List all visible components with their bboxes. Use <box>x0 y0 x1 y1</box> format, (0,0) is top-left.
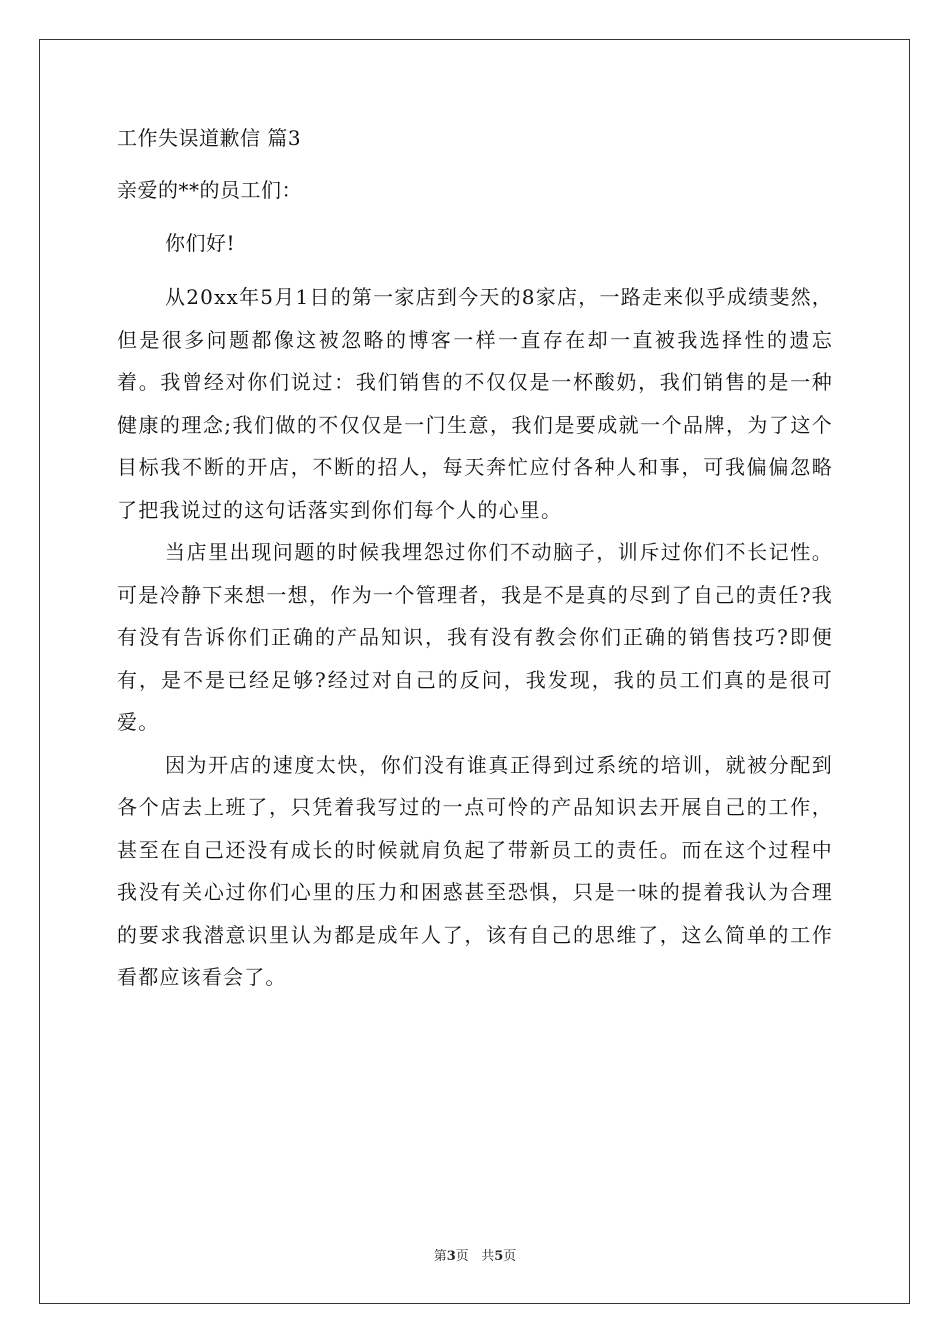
salutation: 亲爱的**的员工们： <box>117 178 302 202</box>
paragraph: 从20xx年5月1日的第一家店到今天的8家店，一路走来似乎成绩斐然，但是很多问题都像这被忽略的博客一样一直存在却一直被我选择性的遗忘着。我曾经对你们说过：我们销售的不仅仅是一杯酸奶，我们销售的是一种健康的理念;我们做的不仅仅是一门生意，我们是要成就一个品牌，为了这个目标我不断的开店，不断的招人，每天奔忙应付各种人和事，可我偏偏忽略了把我说过的这句话落实到你们每个人的心里。 <box>117 285 833 522</box>
greeting: 你们好! <box>165 231 236 255</box>
footer-total-prefix: 共 <box>481 1249 495 1264</box>
footer-prefix: 第 <box>433 1249 447 1264</box>
footer-total-suffix: 页 <box>503 1249 517 1264</box>
footer-current-page: 3 <box>446 1249 456 1264</box>
footer-page-word: 页 <box>455 1249 469 1264</box>
footer-total-pages: 5 <box>494 1249 504 1264</box>
page-footer <box>0 1249 950 1265</box>
document-body <box>117 128 833 999</box>
document-title: 工作失误道歉信 篇3 <box>117 126 302 150</box>
paragraph: 当店里出现问题的时候我埋怨过你们不动脑子，训斥过你们不长记性。可是冷静下来想一想，作为一个管理者，我是不是真的尽到了自己的责任?我有没有告诉你们正确的产品知识，我有没有教会你们正确的销售技巧?即便有，是不是已经足够?经过对自己的反问，我发现，我的员工们真的是很可爱。 <box>117 540 833 734</box>
paragraph: 因为开店的速度太快，你们没有谁真正得到过系统的培训，就被分配到各个店去上班了，只凭着我写过的一点可怜的产品知识去开展自己的工作，甚至在自己还没有成长的时候就肩负起了带新员工的责任。而在这个过程中我没有关心过你们心里的压力和困惑甚至恐惧，只是一味的提着我认为合理的要求我潜意识里认为都是成年人了，该有自己的思维了，这么简单的工作看都应该看会了。 <box>117 752 833 989</box>
